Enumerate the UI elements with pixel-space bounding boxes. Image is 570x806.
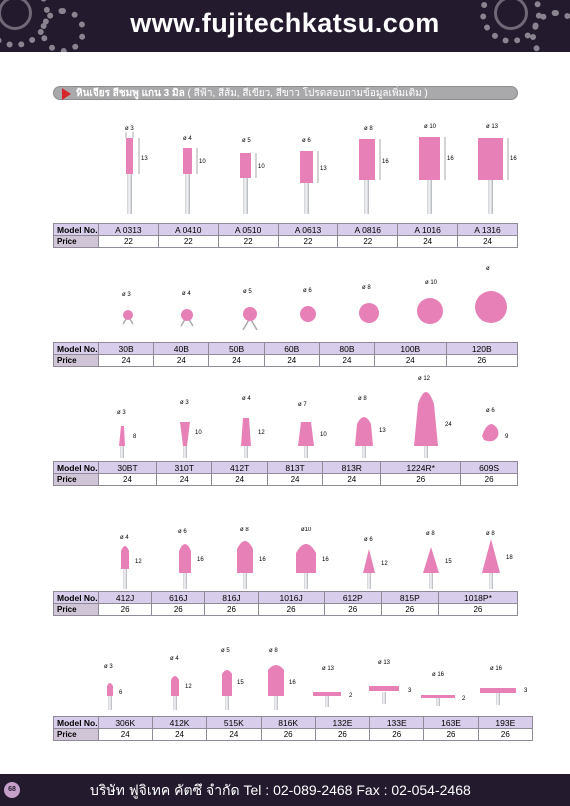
footer-bar xyxy=(0,774,570,806)
product-ball-80b xyxy=(359,285,379,323)
dim-diameter: ø 12 xyxy=(418,376,431,382)
price-cell: 26 xyxy=(315,729,369,741)
dim-length: 9 xyxy=(505,434,509,440)
price-cell: 26 xyxy=(370,729,424,741)
dim-length: 10 xyxy=(195,430,202,436)
dim-diameter: ø 5 xyxy=(242,138,251,144)
dim-diameter: ø 8 xyxy=(240,527,249,533)
model-cell: 412J xyxy=(99,592,152,604)
dim-diameter: ø 5 xyxy=(243,289,252,295)
price-cell: 26 xyxy=(446,355,517,367)
dim-diameter: ø 8 xyxy=(362,285,371,291)
row3-illustrations xyxy=(0,374,570,460)
arrow-right-icon xyxy=(62,88,71,100)
product-bullet-515k xyxy=(221,648,244,710)
product-disc-193e xyxy=(480,666,528,705)
row1-illustrations xyxy=(0,118,570,223)
product-taper-813r xyxy=(355,396,386,458)
product-point-816j xyxy=(237,527,266,589)
price-cell: 24 xyxy=(99,474,157,486)
dim-diameter: ø 8 xyxy=(426,531,435,537)
product-ball-40b xyxy=(181,291,193,326)
model-cell: 412T xyxy=(212,462,267,474)
model-cell: 816K xyxy=(261,717,315,729)
model-cell: 515K xyxy=(207,717,261,729)
page-number: 68 xyxy=(4,782,20,798)
model-cell: 1018P* xyxy=(438,592,517,604)
dim-length: 10 xyxy=(258,164,265,170)
price-cell: 26 xyxy=(461,474,518,486)
model-cell: 193E xyxy=(478,717,532,729)
product-disc-132e xyxy=(313,666,353,707)
model-cell: A 0613 xyxy=(278,224,338,236)
model-label: Model No. xyxy=(54,592,99,604)
dim-length: 2 xyxy=(462,696,466,702)
product-cylinder-a0613 xyxy=(300,138,327,214)
price-cell: 26 xyxy=(205,604,258,616)
dim-diameter: ø 6 xyxy=(302,138,311,144)
dim-length: 10 xyxy=(199,159,206,165)
model-cell: 816J xyxy=(205,592,258,604)
price-cell: 24 xyxy=(323,474,381,486)
dim-length: 16 xyxy=(322,557,329,563)
product-taper-609s xyxy=(482,408,509,441)
price-cell: 24 xyxy=(375,355,446,367)
row2-illustrations xyxy=(0,262,570,340)
price-cell: 24 xyxy=(154,355,209,367)
product-taper-1224r xyxy=(414,376,452,458)
dim-length: 13 xyxy=(320,166,327,172)
model-cell: 813T xyxy=(267,462,322,474)
product-taper-813t xyxy=(298,402,327,458)
price-cell: 24 xyxy=(264,355,319,367)
product-ball-50b xyxy=(243,289,257,330)
price-cell: 24 xyxy=(398,236,458,248)
dim-length: 16 xyxy=(289,680,296,686)
product-cylinder-a0410 xyxy=(183,136,206,214)
dim-length: 24 xyxy=(445,422,452,428)
product-bullet-306k xyxy=(104,664,123,710)
model-cell: 813R xyxy=(323,462,381,474)
dim-length: 12 xyxy=(258,430,265,436)
dim-length: 16 xyxy=(510,156,517,162)
product-ball-30b xyxy=(122,292,133,324)
price-label: Price xyxy=(54,355,99,367)
product-ball-60b xyxy=(300,288,316,322)
dim-diameter: ø 3 xyxy=(122,292,131,298)
model-cell: A 1016 xyxy=(398,224,458,236)
price-cell: 24 xyxy=(209,355,264,367)
product-cylinder-a1016 xyxy=(419,124,454,214)
dim-diameter: ø 4 xyxy=(170,656,179,662)
model-cell: 30B xyxy=(99,343,154,355)
model-cell: 612P xyxy=(324,592,381,604)
price-table-5 xyxy=(53,716,533,741)
product-bullet-412k xyxy=(170,656,192,710)
dim-diameter: ø 16 xyxy=(432,672,445,678)
dim-diameter: ø 13 xyxy=(486,124,499,130)
price-table-3 xyxy=(53,461,518,486)
model-cell: 609S xyxy=(461,462,518,474)
product-point-616j xyxy=(178,529,204,589)
price-cell: 22 xyxy=(338,236,398,248)
dim-diameter: ø 6 xyxy=(303,288,312,294)
dim-diameter: ø 6 xyxy=(364,537,373,543)
dim-diameter: ø 3 xyxy=(125,126,134,132)
dim-diameter: ø 6 xyxy=(178,529,187,535)
dim-length: 2 xyxy=(349,693,353,699)
model-cell: A 1316 xyxy=(458,224,518,236)
price-cell: 26 xyxy=(424,729,478,741)
dim-diameter: ø 8 xyxy=(364,126,373,132)
dim-length: 16 xyxy=(382,159,389,165)
model-cell: 80B xyxy=(319,343,374,355)
dim-length: 15 xyxy=(445,559,452,565)
dim-length: 10 xyxy=(320,432,327,438)
price-cell: 24 xyxy=(157,474,212,486)
model-cell: A 0410 xyxy=(158,224,218,236)
product-taper-310t xyxy=(180,400,202,458)
model-label: Model No. xyxy=(54,717,99,729)
price-cell: 24 xyxy=(99,355,154,367)
model-cell: 616J xyxy=(152,592,205,604)
dim-length: 3 xyxy=(524,688,528,694)
dim-diameter: ø 13 xyxy=(378,660,391,666)
product-cone-815p xyxy=(423,531,452,589)
price-cell: 26 xyxy=(478,729,532,741)
price-cell: 24 xyxy=(458,236,518,248)
dim-diameter: ø 8 xyxy=(486,531,495,537)
dim-diameter: ø 4 xyxy=(183,136,192,142)
model-cell: 1224R* xyxy=(381,462,461,474)
model-cell: 60B xyxy=(264,343,319,355)
price-table-1 xyxy=(53,223,518,248)
row4-illustrations xyxy=(0,527,570,591)
price-cell: 24 xyxy=(207,729,261,741)
dim-length: 16 xyxy=(259,557,266,563)
section-title-bar xyxy=(53,86,518,100)
dim-length: 13 xyxy=(379,428,386,434)
model-cell: 132E xyxy=(315,717,369,729)
model-cell: 133E xyxy=(370,717,424,729)
model-cell: 120B xyxy=(446,343,517,355)
product-ball-100b xyxy=(417,280,443,324)
product-disc-163e xyxy=(421,672,466,706)
product-cylinder-a1316 xyxy=(478,124,517,214)
price-cell: 24 xyxy=(319,355,374,367)
price-label: Price xyxy=(54,236,99,248)
model-cell: 40B xyxy=(154,343,209,355)
model-label: Model No. xyxy=(54,343,99,355)
dim-diameter: ø 13 xyxy=(322,666,335,672)
price-label: Price xyxy=(54,729,99,741)
product-cylinder-a0816 xyxy=(359,126,389,214)
dim-diameter: ø 3 xyxy=(117,410,126,416)
header-banner xyxy=(0,0,570,52)
price-label: Price xyxy=(54,604,99,616)
product-bullet-816k xyxy=(268,648,296,710)
price-cell: 26 xyxy=(258,604,324,616)
dim-diameter: ø 10 xyxy=(425,280,438,286)
price-cell: 26 xyxy=(381,474,461,486)
dim-diameter: ø 10 xyxy=(424,124,437,130)
price-cell: 26 xyxy=(324,604,381,616)
site-url[interactable]: www.fujitechkatsu.com xyxy=(130,8,440,38)
dim-diameter: ø 3 xyxy=(104,664,113,670)
dim-length: 16 xyxy=(197,557,204,563)
product-cylinder-a0510 xyxy=(240,138,265,214)
dim-length: 6 xyxy=(119,690,123,696)
dim-diameter: ø 4 xyxy=(242,396,251,402)
price-cell: 26 xyxy=(99,604,152,616)
price-cell: 26 xyxy=(152,604,205,616)
price-cell: 24 xyxy=(152,729,206,741)
dim-diameter: ø 16 xyxy=(490,666,503,672)
price-table-4 xyxy=(53,591,518,616)
dim-diameter: ø 3 xyxy=(180,400,189,406)
model-cell: A 0313 xyxy=(99,224,159,236)
model-cell: A 0816 xyxy=(338,224,398,236)
price-cell: 22 xyxy=(218,236,278,248)
price-cell: 24 xyxy=(212,474,267,486)
price-cell: 22 xyxy=(99,236,159,248)
section-title-sub: ( สีฟ้า, สีส้ม, สีเขียว, สีขาว โปรดสอบถามข้อมูลเพิ่มเติม ) xyxy=(187,88,428,99)
dim-diameter: ø 6 xyxy=(486,408,495,414)
model-cell: 310T xyxy=(157,462,212,474)
model-label: Model No. xyxy=(54,224,99,236)
product-cone-1018p xyxy=(482,531,513,589)
model-cell: 412K xyxy=(152,717,206,729)
product-ball-120b xyxy=(475,266,507,323)
dim-length: 12 xyxy=(185,684,192,690)
price-cell: 26 xyxy=(381,604,438,616)
product-disc-133e xyxy=(369,660,412,704)
model-cell: 50B xyxy=(209,343,264,355)
dim-diameter: ø 4 xyxy=(120,535,129,541)
dim-diameter: ø 7 xyxy=(298,402,307,408)
dim-length: 13 xyxy=(141,156,148,162)
price-cell: 26 xyxy=(261,729,315,741)
price-cell: 22 xyxy=(278,236,338,248)
dim-diameter: ø 8 xyxy=(269,648,278,654)
row5-illustrations xyxy=(0,640,570,714)
price-label: Price xyxy=(54,474,99,486)
model-cell: A 0510 xyxy=(218,224,278,236)
price-cell: 24 xyxy=(267,474,322,486)
dim-diameter: ø 4 xyxy=(182,291,191,297)
dim-length: 3 xyxy=(408,688,412,694)
price-cell: 22 xyxy=(158,236,218,248)
product-point-412j xyxy=(120,535,142,589)
price-table-2 xyxy=(53,342,518,367)
dim-diameter: ø 8 xyxy=(358,396,367,402)
model-label: Model No. xyxy=(54,462,99,474)
dim-length: 16 xyxy=(447,156,454,162)
dim-diameter: ø xyxy=(486,266,490,272)
product-cone-612p xyxy=(363,537,388,589)
product-point-1016j xyxy=(296,527,329,589)
product-taper-412t xyxy=(241,396,265,458)
section-title-main: หินเจียร สีชมพู แกน 3 มิล xyxy=(76,88,185,99)
dim-length: 8 xyxy=(133,434,137,440)
model-cell: 306K xyxy=(98,717,152,729)
dim-length: 15 xyxy=(237,680,244,686)
dim-diameter: ø 5 xyxy=(221,648,230,654)
section-title xyxy=(76,87,428,101)
dim-length: 18 xyxy=(506,555,513,561)
model-cell: 100B xyxy=(375,343,446,355)
dim-length: 12 xyxy=(381,561,388,567)
price-cell: 26 xyxy=(438,604,517,616)
model-cell: 30BT xyxy=(99,462,157,474)
company-contact: บริษัท ฟูจิเทค คัตซึ จำกัด Tel : 02-089-2468 Fax : 02-054-2468 xyxy=(90,782,471,798)
price-cell: 24 xyxy=(98,729,152,741)
model-cell: 815P xyxy=(381,592,438,604)
dim-diameter: ø10 xyxy=(301,527,312,533)
model-cell: 1016J xyxy=(258,592,324,604)
dim-length: 12 xyxy=(135,559,142,565)
model-cell: 163E xyxy=(424,717,478,729)
product-taper-30bt xyxy=(117,410,137,458)
product-cylinder-a0313 xyxy=(125,126,148,214)
